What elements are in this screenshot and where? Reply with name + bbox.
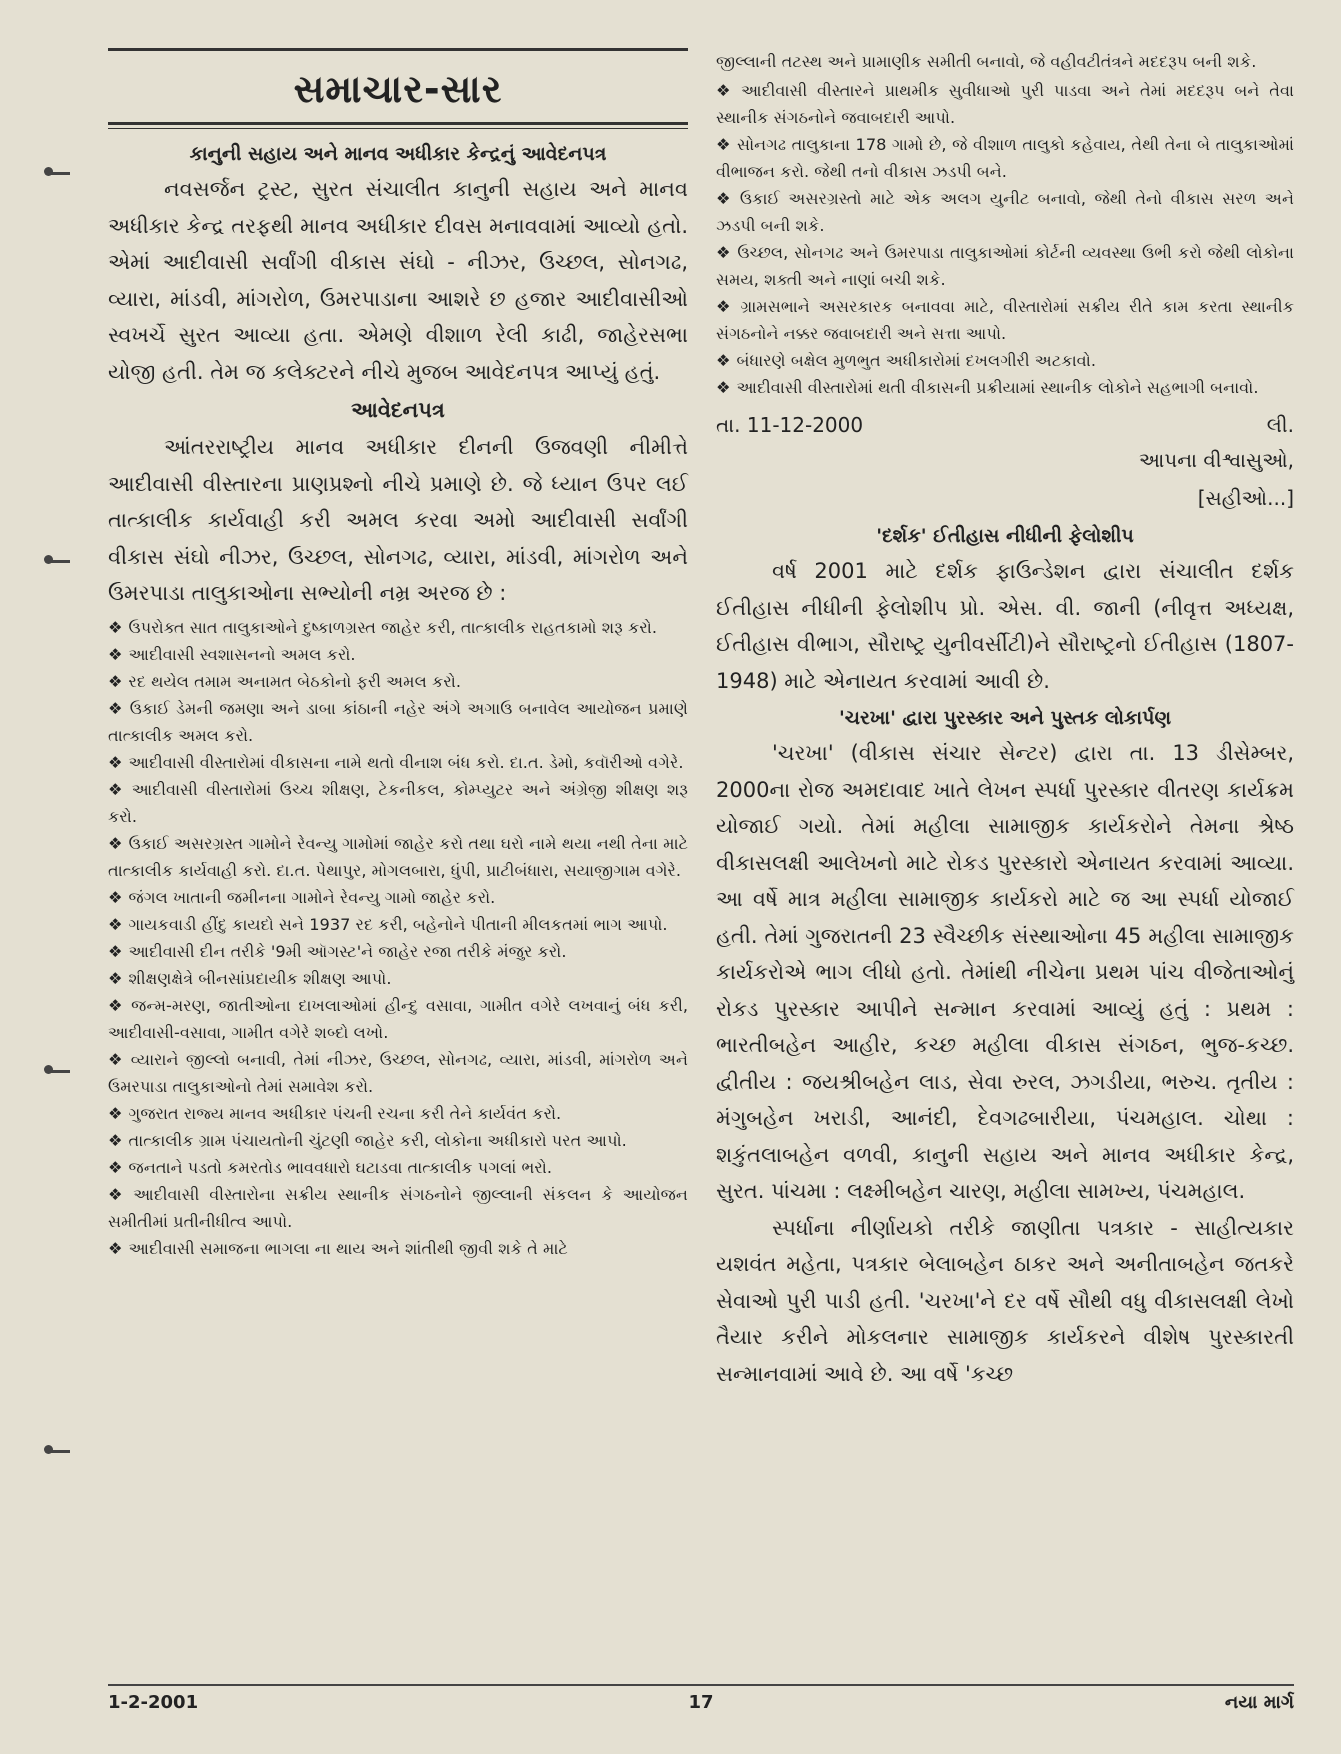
demand-text: ઉકાઈ અસરગ્રસ્ત ગામોને રેવન્યુ ગામોમાં જાહેર કરો તથા ઘરો નામે થયા નથી તેના માટે તાત્કાલીક કાર્યવાહી કરો. દા.ત. પેથાપુર, મોગલબારા, ધુંપી, પ્રાટીબંધારા, સયાજીગામ વગેરે.: [108, 833, 688, 880]
demand-text: ઉચ્છલ, સોનગઢ અને ઉમરપાડા તાલુકાઓમાં કોર્ટની વ્યવસ્થા ઉભી કરો જેથી લોકોના સમય, શક્તી અને નાણાં બચી શકે.: [716, 243, 1294, 289]
demand-item: [108, 1235, 688, 1262]
footer-date: 1-2-2001: [108, 1692, 199, 1713]
bullet-icon: ❖: [716, 81, 736, 100]
bullet-icon: ❖: [108, 968, 123, 988]
demand-item: [108, 938, 688, 965]
demand-item: [108, 830, 688, 884]
demand-item: [716, 185, 1294, 239]
bullet-icon: ❖: [108, 887, 123, 907]
demand-item: [716, 347, 1294, 374]
demand-item: [108, 668, 688, 695]
demand-text: આદીવાસી વીસ્તારોમાં થતી વીકાસની પ્રક્રીયામાં સ્થાનીક લોકોને સહભાગી બનાવો.: [736, 378, 1259, 397]
demand-text: આદીવાસી દીન તરીકે '9મી ઑગસ્ટ'ને જાહેર રજા તરીકે મંજુર કરો.: [128, 941, 567, 961]
letter-signatures: [સહીઓ...]: [1197, 486, 1294, 510]
demand-text: ઉપરોક્ત સાત તાલુકાઓને દુષ્કાળગ્રસ્ત જાહેર કરી, તાત્કાલીક રાહતકામો શરૂ કરો.: [128, 617, 657, 637]
left-column: [108, 48, 688, 1262]
bullet-icon: ❖: [108, 1049, 125, 1069]
demand-text: રદ થયેલ તમામ અનામત બેઠકોનો ફરી અમલ કરો.: [128, 671, 461, 691]
demand-text: સોનગઢ તાલુકાના 178 ગામો છે, જે વીશાળ તાલુકો કહેવાય, તેથી તેના બે તાલુકાઓમાં વીભાજન કરો. જેથી તનો વીકાસ ઝડપી બને.: [716, 135, 1294, 181]
demand-text: આદીવાસી સ્વશાસનનો અમલ કરો.: [128, 644, 356, 664]
demand-item: [108, 695, 688, 749]
masthead-rule: [108, 48, 688, 51]
bullet-icon: ❖: [108, 1238, 123, 1258]
letter-date: તા. 11-12-2000: [716, 413, 864, 437]
bullet-icon: ❖: [108, 833, 123, 853]
demand-item: [716, 131, 1294, 185]
masthead-double-rule: [108, 122, 688, 129]
bullet-icon: ❖: [716, 297, 735, 316]
footer-publication: નયા માર્ગ: [1224, 1692, 1294, 1713]
article1-intro: નવસર્જન ટ્રસ્ટ, સુરત સંચાલીત કાનુની સહાય અને માનવ અધીકાર કેન્દ્ર તરફથી માનવ અધીકાર દીવસ મનાવવામાં આવ્યો હતો. એમાં આદીવાસી સર્વાંગી વીકાસ સંઘો - નીઝર, ઉચ્છલ, સોનગઢ, વ્યારા, માંડવી, માંગરોળ, ઉમરપાડાના આશરે છ હજાર આદીવાસીઓ સ્વખર્ચે સુરત આવ્યા હતા. એમણે વીશાળ રેલી કાઢી, જાહેરસભા યોજી હતી. તેમ જ કલેક્ટરને નીચે મુજબ આવેદનપત્ર આપ્યું હતું.: [108, 177, 688, 384]
masthead-title: સમાચાર-સાર: [293, 67, 503, 111]
demand-text: બંધારણે બક્ષેલ મુળભુત અધીકારોમાં દખલગીરી અટકાવો.: [736, 351, 1096, 370]
demand-text: ગુજરાત રાજ્ય માનવ અધીકાર પંચની રચના કરી તેને કાર્યવંત કરો.: [128, 1103, 562, 1123]
demand-item: [716, 77, 1294, 131]
demand-text: વ્યારાને જીલ્લો બનાવી, તેમાં નીઝર, ઉચ્છલ, સોનગઢ, વ્યારા, માંડવી, માંગરોળ અને ઉમરપાડા તાલુકાઓનો તેમાં સમાવેશ કરો.: [108, 1049, 688, 1096]
demand-text: આદીવાસી વીસ્તારને પ્રાથમીક સુવીધાઓ પુરી પાડવા અને તેમાં મદદરૂપ બને તેવા સ્થાનીક સંગઠનોને જવાબદારી આપો.: [716, 81, 1294, 127]
demands-list-right: [716, 77, 1294, 401]
demand-item: [108, 884, 688, 911]
bullet-icon: ❖: [716, 378, 731, 397]
binding-mark: [40, 548, 70, 578]
demand-item: [108, 992, 688, 1046]
bullet-icon: ❖: [716, 135, 731, 154]
demand-text: ઉકાઈ ડેમની જમણા અને ડાબા કાંઠાની નહેર અંગે અગાઉ બનાવેલ આયોજન પ્રમાણે તાત્કાલીક અમલ કરો.: [108, 698, 689, 745]
bullet-icon: ❖: [716, 243, 732, 262]
bullet-icon: ❖: [108, 671, 123, 691]
article2-heading: 'દર્શક' ઈતીહાસ નીધીની ફેલોશીપ: [876, 525, 1134, 547]
binding-mark: [40, 1058, 70, 1088]
demand-item: [716, 293, 1294, 347]
demand-item: [108, 614, 688, 641]
bullet-icon: ❖: [108, 914, 123, 934]
bullet-icon: ❖: [108, 644, 123, 664]
demand-text: આદીવાસી વીસ્તારોના સક્રીય સ્થાનીક સંગઠનોને જીલ્લાની સંકલન કે આયોજન સમીતીમાં પ્રતીનીધીત્વ આપો.: [108, 1184, 688, 1231]
demands-list-left: [108, 614, 688, 1262]
footer-page-number: 17: [688, 1692, 714, 1713]
article1-body: આંતરરાષ્ટ્રીય માનવ અધીકાર દીનની ઉજવણી નીમીત્તે આદીવાસી વીસ્તારના પ્રાણપ્રશ્નો નીચે પ્રમાણે છે. જે ધ્યાન ઉપર લઈ તાત્કાલીક કાર્યવાહી કરી અમલ કરવા અમો આદીવાસી સર્વાંગી વીકાસ સંઘો નીઝર, ઉચ્છલ, સોનગઢ, વ્યારા, માંડવી, માંગરોળ અને ઉમરપાડા તાલુકાઓના સભ્યોની નમ્ર અરજ છે :: [108, 435, 688, 605]
demand-item: [108, 1046, 688, 1100]
demand-item: [108, 965, 688, 992]
article3-body: 'ચરખા' (વીકાસ સંચાર સેન્ટર) દ્વારા તા. 13 ડીસેમ્બર, 2000ના રોજ અમદાવાદ ખાતે લેખન સ્પર્ધા પુરસ્કાર વીતરણ કાર્યક્રમ યોજાઈ ગયો. તેમાં મહીલા સામાજીક કાર્યકરોને તેમના શ્રેષ્ઠ વીકાસલક્ષી આલેખનો માટે રોકડ પુરસ્કારો એનાયત કરવામાં આવ્યા. આ વર્ષે માત્ર મહીલા સામાજીક કાર્યકરો માટે જ આ સ્પર્ધા યોજાઈ હતી. તેમાં ગુજરાતની 23 સ્વૈચ્છીક સંસ્થાઓના 45 મહીલા સામાજીક કાર્યકરોએ ભાગ લીધો હતો. તેમાંથી નીચેના પ્રથમ પાંચ વીજેતાઓનું રોકડ પુરસ્કાર આપીને સન્માન કરવામાં આવ્યું હતું : પ્રથમ : ભારતીબહેન આહીર, કચ્છ મહીલા વીકાસ સંગઠન, ભુજ-કચ્છ. દ્વીતીય : જયશ્રીબહેન લાડ, સેવા રુરલ, ઝગડીયા, ભરુચ. તૃતીય : મંગુબહેન ખરાડી, આનંદી, દેવગઢબારીયા, પંચમહાલ. ચોથા : શકુંતલાબહેન વળવી, કાનુની સહાય અને માનવ અધીકાર કેન્દ્ર, સુરત. પાંચમા : લક્ષ્મીબહેન ચારણ, મહીલા સામખ્ય, પંચમહાલ.: [716, 741, 1294, 1203]
demand-text: જનતાને પડતો કમરતોડ ભાવવધારો ઘટાડવા તાત્કાલીક પગલાં ભરો.: [128, 1157, 552, 1177]
bullet-icon: ❖: [108, 1184, 128, 1204]
letter-date-line: [716, 413, 1294, 437]
bullet-icon: ❖: [108, 752, 123, 772]
bullet-icon: ❖: [108, 1157, 123, 1177]
article3-body2: સ્પર્ધાના નીર્ણાયકો તરીકે જાણીતા પત્રકાર - સાહીત્યકાર યશવંત મહેતા, પત્રકાર બેલાબહેન ઠાકર અને અનીતાબહેન જતકરે સેવાઓ પુરી પાડી હતી. 'ચરખા'ને દર વર્ષે સૌથી વધુ વીકાસલક્ષી લેખો તૈયાર કરીને મોકલનાર સામાજીક કાર્યકરને વીશેષ પુરસ્કારતી સન્માનવામાં આવે છે. આ વર્ષે 'કચ્છ: [716, 1215, 1294, 1386]
binding-mark: [40, 160, 70, 190]
demand-item: [108, 1154, 688, 1181]
demand-text: શીક્ષણક્ષેત્રે બીનસાંપ્રદાયીક શીક્ષણ આપો.: [128, 968, 392, 988]
demand-item: [108, 1181, 688, 1235]
demand-item: [716, 239, 1294, 293]
bullet-icon: ❖: [108, 698, 124, 718]
bullet-icon: ❖: [108, 779, 126, 799]
demand-item: [716, 374, 1294, 401]
binding-mark: [40, 1438, 70, 1468]
demand-text: આદીવાસી વીસ્તારોમાં ઉચ્ચ શીક્ષણ, ટેકનીકલ, કોમ્પ્યુટર અને અંગ્રેજી શીક્ષણ શરૂ કરો.: [108, 779, 688, 826]
page-footer: [108, 1684, 1294, 1713]
demand-text: આદીવાસી સમાજના ભાગલા ના થાય અને શાંતીથી જીવી શકે તે માટે: [128, 1238, 568, 1258]
demands-continuation: જીલ્લાની તટસ્થ અને પ્રામાણીક સમીતી બનાવો, જે વહીવટીતંત્રને મદદરૂપ બની શકે.: [716, 52, 1257, 71]
letter-li: લી.: [1266, 413, 1294, 437]
demand-text: જન્મ-મરણ, જાતીઓના દાખલાઓમાં હીન્દુ વસાવા, ગામીત વગેરે લખવાનું બંધ કરી, આદીવાસી-વસાવા, ગામીત વગેરે શબ્દો લખો.: [108, 995, 689, 1042]
demand-item: [108, 776, 688, 830]
bullet-icon: ❖: [108, 617, 123, 637]
demand-text: તાત્કાલીક ગ્રામ પંચાયતોની ચુંટણી જાહેર કરી, લોકોના અધીકારો પરત આપો.: [128, 1130, 627, 1150]
bullet-icon: ❖: [108, 1130, 123, 1150]
demand-item: [108, 1100, 688, 1127]
article2-body: વર્ષ 2001 માટે દર્શક ફાઉન્ડેશન દ્વારા સંચાલીત દર્શક ઈતીહાસ નીધીની ફેલોશીપ પ્રો. એસ. વી. જાની (નીવૃત્ત અધ્યક્ષ, ઈતીહાસ વીભાગ, સૌરાષ્ટ્ર યુનીવર્સીટી)ને સૌરાષ્ટ્રનો ઈતીહાસ (1807-1948) માટે એનાયત કરવામાં આવી છે.: [716, 559, 1294, 693]
bullet-icon: ❖: [108, 995, 126, 1015]
article3-heading: 'ચરખા' દ્વારા પુરસ્કાર અને પુસ્તક લોકાર્પણ: [838, 707, 1172, 729]
article1-subheading: આવેદનપત્ર: [351, 398, 445, 422]
bullet-icon: ❖: [716, 351, 731, 370]
demand-item: [108, 749, 688, 776]
letter-closing: આપના વીશ્વાસુઓ,: [1138, 448, 1294, 472]
bullet-icon: ❖: [716, 189, 734, 208]
demand-text: જંગલ ખાતાની જમીનના ગામોને રેવન્યુ ગામો જાહેર કરો.: [128, 887, 496, 907]
demand-item: [108, 641, 688, 668]
article1-heading: કાનુની સહાય અને માનવ અધીકાર કેન્દ્રનું આવેદનપત્ર: [189, 143, 607, 165]
bullet-icon: ❖: [108, 941, 123, 961]
bullet-icon: ❖: [108, 1103, 123, 1123]
demand-item: [108, 1127, 688, 1154]
right-column: [716, 48, 1294, 1392]
demand-text: ગાયકવાડી હીંદુ કાયદો સને 1937 રદ કરી, બહેનોને પીતાની મીલકતમાં ભાગ આપો.: [128, 914, 668, 934]
demand-text: ઉકાઈ અસરગ્રસ્તો માટે એક અલગ યુનીટ બનાવો, જેથી તેનો વીકાસ સરળ અને ઝડપી બની શકે.: [716, 189, 1295, 235]
demand-item: [108, 911, 688, 938]
demand-text: આદીવાસી વીસ્તારોમાં વીકાસના નામે થતો વીનાશ બંધ કરો. દા.ત. ડેમો, કવૉરીઓ વગેરે.: [128, 752, 684, 772]
demand-text: ગ્રામસભાને અસરકારક બનાવવા માટે, વીસ્તારોમાં સક્રીય રીતે કામ કરતા સ્થાનીક સંગઠનોને નક્કર જવાબદારી અને સત્તા આપો.: [716, 297, 1295, 343]
